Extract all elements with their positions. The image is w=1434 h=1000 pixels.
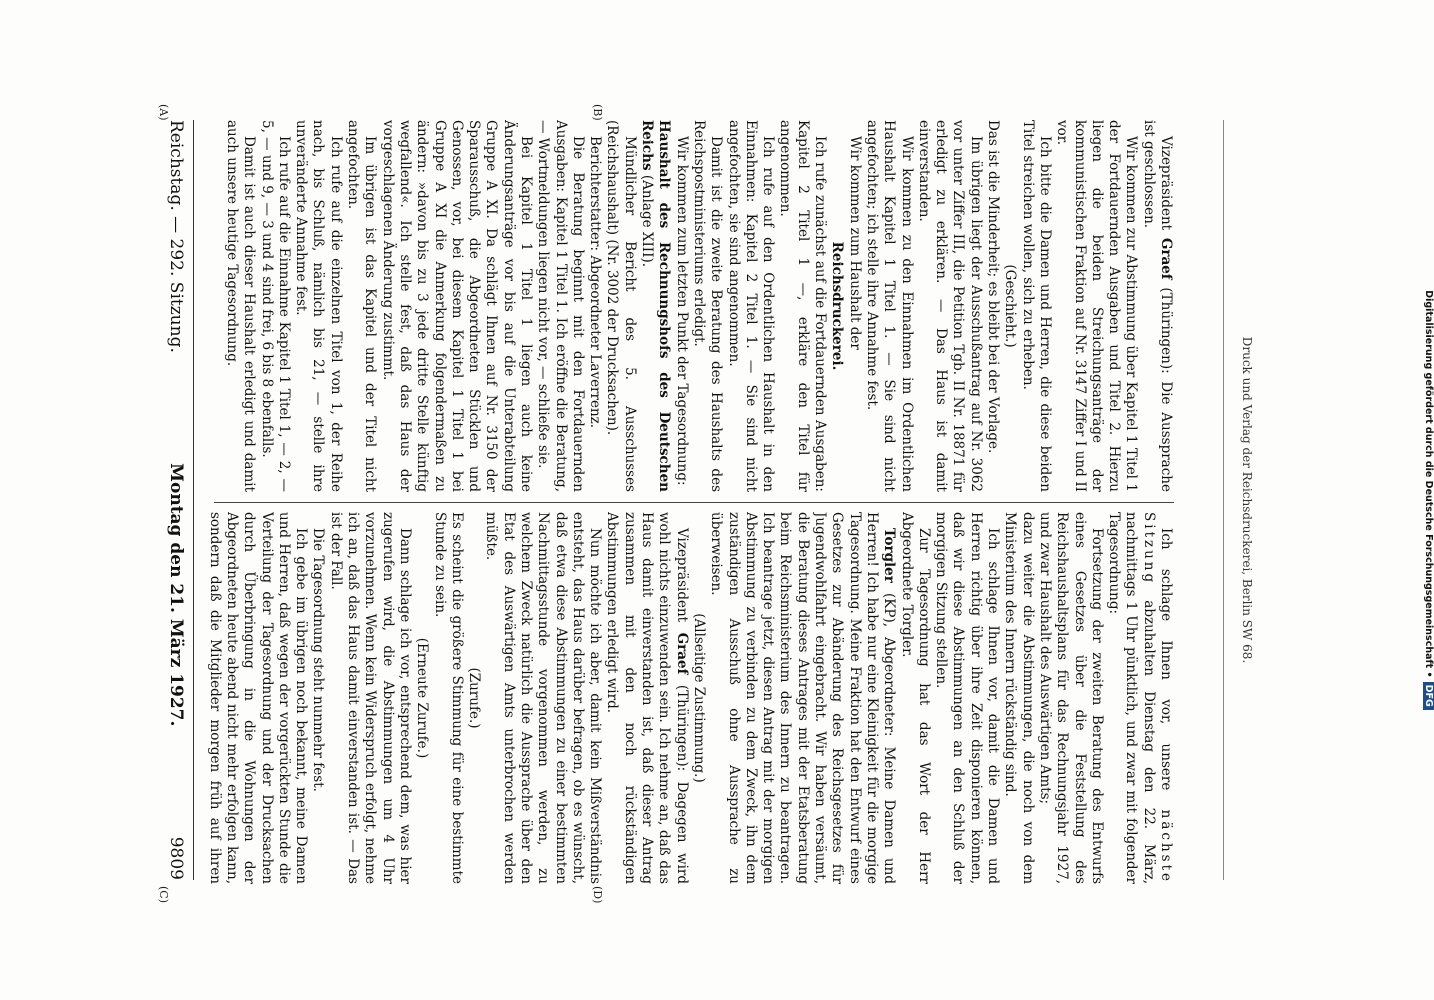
paragraph: Damit ist die zweite Beratung des Haushalts des Reichspostministeriums erledigt.	[690, 120, 725, 492]
paragraph: Ich rufe auf die einzelnen Titel von 1, der Reihe nach, bis Schluß, nämlich bis 21, — stelle ihre unveränderte Annahme fest.	[293, 120, 344, 492]
funding-text: Digitalisierung gefördert durch die Deutsche Forschungsgemeinschaft •	[1423, 290, 1434, 678]
paragraph: Im übrigen liegt der Ausschußantrag auf Nr. 3062 vor unter Ziffer III, die Petition Tgb. II Nr. 18871 für erledigt zu erklären. — Das Haus ist damit einverstanden.	[915, 120, 984, 492]
paragraph: Es scheint die größere Stimmung für eine bestimmte Stunde zu sein.	[431, 512, 465, 884]
paragraph: Die Beratung beginnt mit den Fortdauernden Ausgaben: Kapitel 1 Titel 1. Ich eröffne die Beratung, — Wortmeldungen liegen nicht vor, — schließe sie.	[535, 120, 586, 492]
paragraph: Wir kommen zu den Einnahmen im Ordentlichen Haushalt Kapitel 1 Titel 1. — Sie sind nicht angefochten; ich stelle ihre Annahme fest.	[863, 120, 915, 492]
paragraph: Zur Tagesordnung hat das Wort der Herr Abgeordnete Torgler.	[898, 512, 932, 884]
paragraph: Ich rufe auf die Einnahme Kapitel 1 Titel 1, — 2, — 5, — und 9, — 3 und 4 sind frei, 6 bis 8 ebenfalls.	[258, 120, 292, 492]
agenda-item	[638, 120, 673, 492]
dfg-logo: DFG	[1423, 682, 1434, 710]
stage-direction: (Erneute Zurufe.)	[414, 637, 431, 759]
speaker-name: Graef	[1158, 237, 1174, 280]
stage-direction: (Geschieht.)	[1002, 264, 1019, 348]
paragraph: Ich schlage Ihnen vor, damit die Damen und Herren richtig über ihre Zeit disponieren können, daß wir diese Abstimmungen an den Schluß der morgigen Sitzung stellen.	[933, 512, 1002, 884]
margin-marker-c: (C)	[157, 886, 170, 903]
printer-imprint: Druck und Verlag der Reichsdruckerei, Berlin SW 68.	[1240, 336, 1254, 664]
footer-divider	[1223, 120, 1224, 880]
right-column	[204, 512, 1174, 884]
speech-text: Ich schlage Ihnen vor, unsere	[1158, 528, 1174, 810]
speaker-title: Vizepräsident	[1158, 136, 1174, 238]
paragraph: Ich rufe zunächst auf die Fortdauernden Ausgaben: Kapitel 2 Titel 1 —, erkläre den Titel für angenommen.	[777, 120, 829, 492]
left-column	[204, 120, 1174, 492]
emphasis-text: nächste Sitzung	[1140, 512, 1174, 884]
stage-direction: (Allseitige Zustimmung.)	[690, 613, 707, 783]
paragraph: Nun möchte ich aber, damit kein Mißverständnis entsteht, das Haus darüber befragen, ob es wünscht, daß etwa diese Abstimmungen zu einer bestimmten Nachmittagsstunde vorgenommen werden, zu welchem Zweck natürlich die Aussprache über den Etat des Auswärtigen Amts unterbrochen werden müßte.	[483, 512, 604, 884]
paragraph: Fortsetzung der zweiten Beratung des Entwurfs eines Gesetzes über die Feststellung des Reichshaushaltsplans für das Rechnungsjahr 1927, und zwar Haushalt des Auswärtigen Amts;	[1036, 512, 1105, 884]
header-session: Reichstag. — 292. Sitzung.	[166, 120, 186, 353]
paragraph: Mündlicher Bericht des 5. Ausschusses (Reichshaushalt) (Nr. 3002 der Drucksachen).	[604, 120, 638, 492]
paragraph	[1105, 512, 1174, 884]
paragraph: Wir kommen zur Abstimmung über Kapitel 1 Titel 1 der Fortdauernden Ausgaben und Titel 2. Hierzu liegen die beiden Streichungsanträge der kommunistischen Fraktion auf Nr. 3147 Ziffer I und II vor.	[1054, 120, 1140, 492]
section-heading: Reichsdruckerei.	[829, 241, 846, 371]
margin-marker-d: (D)	[591, 886, 604, 904]
paragraph: Damit ist auch dieser Haushalt erledigt und damit auch unsere heutige Tagesordnung.	[223, 120, 258, 492]
paragraph	[603, 512, 689, 884]
header-date: Montag den 21. März 1927.	[166, 463, 186, 727]
speaker-title: Vizepräsident	[673, 528, 690, 633]
paragraph: Wir kommen zum letzten Punkt der Tagesordnung:	[673, 136, 690, 486]
paragraph: Die Tagesordnung steht nunmehr fest.	[310, 528, 327, 792]
column-divider	[214, 502, 1174, 503]
paragraph	[1139, 120, 1174, 492]
paragraph: dazu weiter die Abstimmungen, die noch von dem Ministerium des Innern rückständig sind.	[1002, 512, 1036, 884]
speech-text: abzuhalten Dienstag den 22. März, nachmittags 1 Uhr pünktlich, und zwar mit folgender Tagesordnung:	[1106, 512, 1157, 884]
paragraph: Im übrigen ist das Kapitel und der Titel nicht angefochten.	[345, 120, 379, 492]
paragraph: Ich gebe im übrigen noch bekannt, meine Damen und Herren, daß wegen der vorgerückten Stunde die Verteilung der Tagesordnung und der Drucksachen durch Überbringung in die Wohnungen der Abgeordneten heute abend nicht mehr erfolgen kann, sondern daß die Mitglieder morgen früh auf ihren	[206, 512, 310, 884]
margin-marker-a: (A)	[157, 104, 170, 121]
page-header	[156, 120, 186, 880]
agenda-title: Haushalt des Rechnungshofs des Deutschen Reichs	[639, 120, 673, 492]
paragraph	[707, 512, 897, 884]
paragraph: Wir kommen zum Haushalt der	[846, 136, 863, 350]
paragraph: Bei Kapitel 1 Titel 1 liegen auch keine Änderungsanträge vor bis auf die Unterabteilung Gruppe A XI. Da schlägt Ihnen auf Nr. 3150 der Sparausschuß, die Abgeordneten Stücklen und Genossen, vor, bei diesem Kapitel 1 Titel 1 bei Gruppe A XI die Anmerkung folgendermaßen zu ändern: »davon bis zu 3 jede dritte Stelle künftig wegfallend«. Ich stelle fest, daß das Haus der vorgeschlagenen Änderung zustimmt.	[379, 120, 535, 492]
paragraph: Dann schlage ich vor, entsprechend dem, was hier zugerufen wird, die Abstimmungen um 4 Uhr vorzunehmen. Wenn kein Widerspruch erfolgt, nehme ich an, daß das Haus damit einverstanden ist. — Das ist der Fall.	[327, 512, 413, 884]
agenda-annex: (Anlage XIII).	[639, 170, 656, 268]
header-rule	[193, 120, 194, 880]
speech-text: (Thüringen): Die Aussprache ist geschlossen.	[1140, 120, 1174, 492]
speech-text: (KP), Abgeordneter: Meine Damen und Herren! Ich habe nur eine Kleinigkeit für die morgige Tagesordnung. Meine Fraktion hat den Entwurf eines Gesetzes zur Abänderung des Reichsgesetzes für Jugendwohlfahrt eingebracht. Wir haben versäumt, die Beratung dieses Antrages mit der Etatsberatung beim Reichsministerium des Innern zu beantragen. Ich beantrage jetzt, diesen Antrag mit der morgigen Abstimmung zu verbinden zu dem Zweck, ihn dem zuständigen Ausschuß ohne Aussprache zu überweisen.	[708, 512, 898, 884]
paragraph: Ich bitte die Damen und Herren, die diese beiden Titel streichen wollen, sich zu erheben.	[1019, 120, 1053, 492]
stage-direction: (Zurufe.)	[466, 667, 483, 729]
page-number: 9809	[166, 836, 186, 880]
margin-marker-b: (B)	[591, 104, 604, 121]
speaker-name: Torgler	[881, 528, 898, 583]
speaker-name: Graef	[673, 632, 690, 675]
paragraph: Berichterstatter: Abgeordneter Laverrenz.	[587, 136, 604, 429]
speech-text: (Thüringen): Dagegen wird wohl nichts einzuwenden sein. Ich nehme an, daß das Haus damit einverstanden ist, daß dieser Antrag zusammen mit den noch rückständigen Abstimmungen erledigt wird.	[604, 512, 690, 884]
paragraph: Ich rufe auf den Ordentlichen Haushalt in den Einnahmen: Kapitel 2 Titel 1. — Sie sind nicht angefochten, sie sind angenommen.	[725, 120, 777, 492]
paragraph: Das ist die Minderheit; es bleibt bei der Vorlage.	[985, 120, 1002, 454]
funding-notice	[1420, 0, 1434, 1000]
